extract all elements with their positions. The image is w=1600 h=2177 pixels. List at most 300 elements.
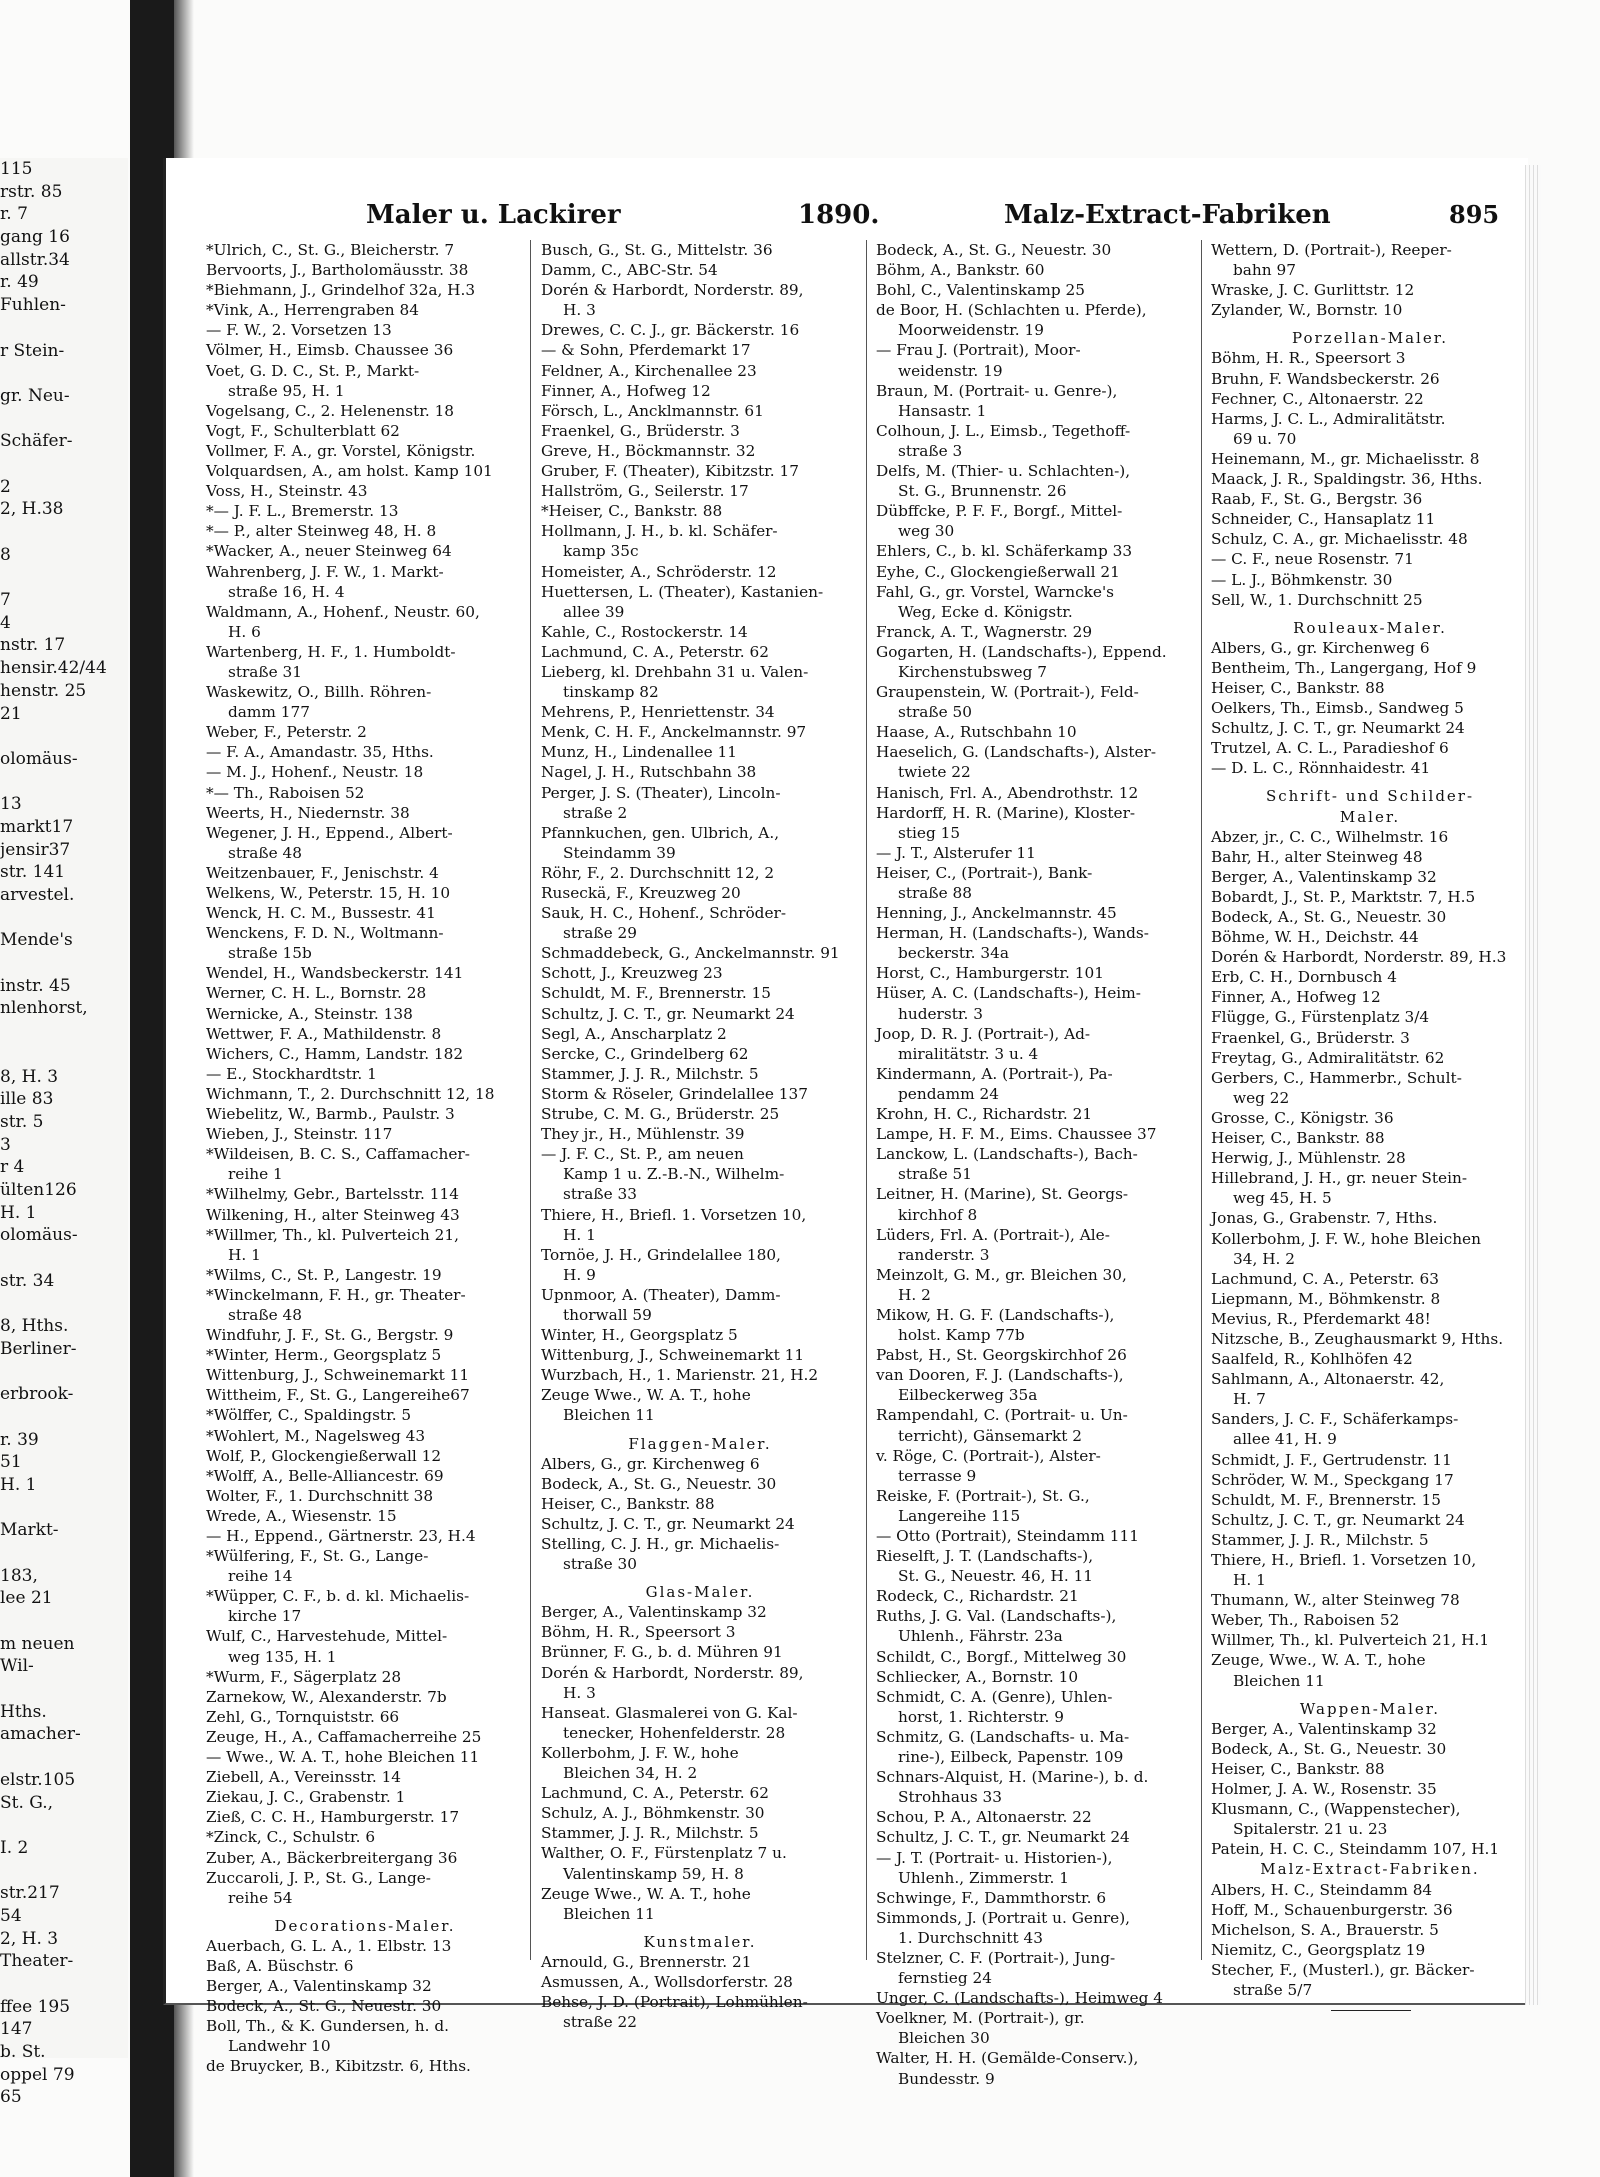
directory-entry: Weber, F., Peterstr. 2 — [206, 723, 367, 742]
directory-entry: Erb, C. H., Dornbusch 4 — [1211, 968, 1397, 987]
left-page-line: gang 16 — [0, 227, 70, 248]
directory-entry: Wettwer, F. A., Mathildenstr. 8 — [206, 1024, 442, 1043]
directory-entry: Klusmann, C., (Wappenstecher), — [1211, 1800, 1461, 1819]
directory-entry: straße 51 — [898, 1165, 973, 1184]
left-page-line — [0, 771, 128, 794]
left-page-line: str. 141 — [0, 862, 66, 883]
directory-entry: allee 41, H. 9 — [1233, 1430, 1337, 1449]
directory-entry: Voet, G. D. C., St. P., Markt- — [206, 361, 420, 380]
directory-entry: Ruths, J. G. Val. (Landschafts-), — [876, 1607, 1117, 1626]
directory-entry: Bodeck, A., St. G., Neuestr. 30 — [541, 1474, 777, 1493]
left-page-line: 2, H. 3 — [0, 1928, 59, 1949]
directory-entry: Leitner, H. (Marine), St. Georgs- — [876, 1185, 1129, 1204]
directory-entry: Böhm, A., Bankstr. 60 — [876, 261, 1045, 280]
left-page-line — [0, 907, 128, 930]
directory-entry: *Wurm, F., Sägerplatz 28 — [206, 1667, 402, 1686]
directory-entry: straße 30 — [563, 1555, 638, 1574]
directory-entry: Bleichen 11 — [1233, 1671, 1325, 1690]
directory-entry: Wittenburg, J., Schweinemarkt 11 — [541, 1346, 805, 1365]
directory-entry: *Winter, Herm., Georgsplatz 5 — [206, 1346, 442, 1365]
left-page-line — [0, 1610, 128, 1633]
directory-entry: Dorén & Harbordt, Norderstr. 89, — [541, 281, 804, 300]
directory-entry: Huettersen, L. (Theater), Kastanien- — [541, 582, 824, 601]
directory-entry: horst, 1. Richterstr. 9 — [898, 1707, 1064, 1726]
column-2 — [541, 240, 859, 2032]
left-page-line: Fuhlen- — [0, 295, 66, 316]
section-heading: Wappen-Maler. — [1299, 1699, 1441, 1718]
left-page-line: r. 7 — [0, 204, 28, 225]
directory-entry: Stelling, C. J. H., gr. Michaelis- — [541, 1535, 780, 1553]
directory-entry: Lüders, Frl. A. (Portrait-), Ale- — [876, 1225, 1110, 1244]
directory-entry: Kollerbohm, J. F. W., hohe — [541, 1743, 739, 1762]
directory-entry: weg 22 — [1233, 1088, 1290, 1107]
left-page-line: lee 21 — [0, 1588, 53, 1609]
directory-entry: Abzer, jr., C. C., Wilhelmstr. 16 — [1211, 827, 1449, 846]
directory-entry: — & Sohn, Pferdemarkt 17 — [541, 341, 751, 360]
directory-entry: *— P., alter Steinweg 48, H. 8 — [206, 522, 437, 541]
directory-entry: *Wüpper, C. F., b. d. kl. Michaelis- — [206, 1587, 470, 1606]
left-page-line: 8, H. 3 — [0, 1066, 59, 1087]
left-page-line: gr. Neu- — [0, 385, 70, 406]
directory-entry: Tornöe, J. H., Grindelallee 180, — [541, 1245, 781, 1264]
directory-entry: Nagel, J. H., Rutschbahn 38 — [541, 763, 757, 782]
directory-entry: Schou, P. A., Altonaerstr. 22 — [876, 1808, 1092, 1827]
directory-entry: Schultz, J. C. T., gr. Neumarkt 24 — [541, 1514, 795, 1533]
directory-entry: Krohn, H. C., Richardstr. 21 — [876, 1105, 1093, 1124]
directory-entry: Horst, C., Hamburgerstr. 101 — [876, 964, 1104, 983]
section-gap — [1211, 320, 1529, 328]
directory-entry: Baß, A. Büschstr. 6 — [206, 1956, 354, 1975]
directory-entry: Hanseat. Glasmalerei von G. Kal- — [541, 1703, 798, 1722]
left-page-line: Berliner- — [0, 1338, 77, 1359]
section-heading: Maler. — [1339, 807, 1401, 826]
left-page-line: m neuen — [0, 1633, 75, 1654]
directory-entry: Zeuge, Wwe., W. A. T., hohe — [1211, 1651, 1426, 1670]
directory-entry: Walther, O. F., Fürstenplatz 7 u. — [541, 1844, 787, 1863]
left-page-line: 2 — [0, 476, 11, 497]
left-page-line: I. 2 — [0, 1837, 29, 1858]
directory-entry: twiete 22 — [898, 763, 971, 782]
left-page-line: r 4 — [0, 1157, 25, 1178]
directory-entry: — J. T., Alsterufer 11 — [876, 843, 1036, 862]
directory-entry: Kirchenstubsweg 7 — [898, 662, 1047, 681]
directory-entry: *Wacker, A., neuer Steinweg 64 — [206, 542, 452, 561]
left-page-line: r Stein- — [0, 340, 65, 361]
directory-entry: weg 30 — [898, 522, 955, 541]
left-page-line — [0, 1406, 128, 1429]
directory-entry: Ehlers, C., b. kl. Schäferkamp 33 — [876, 542, 1133, 561]
directory-entry: St. G., Neuestr. 46, H. 11 — [898, 1567, 1094, 1586]
left-page-line: markt17 — [0, 816, 74, 837]
directory-entry: Kamp 1 u. Z.-B.-N., Wilhelm- — [563, 1165, 785, 1184]
left-page-line: H. 1 — [0, 1474, 37, 1495]
directory-entry: Auerbach, G. L. A., 1. Elbstr. 13 — [206, 1936, 452, 1955]
directory-entry: Zeuge, H., A., Caffamacherreihe 25 — [206, 1727, 482, 1746]
section-heading: Porzellan-Maler. — [1292, 329, 1448, 348]
directory-entry: H. 6 — [228, 622, 261, 641]
left-page-line: ffee 195 — [0, 1996, 71, 2017]
directory-entry: straße 50 — [898, 703, 973, 722]
directory-entry: Nitzsche, B., Zeughausmarkt 9, Hths. — [1211, 1329, 1504, 1348]
directory-entry: Steindamm 39 — [563, 843, 676, 862]
directory-entry: Holmer, J. A. W., Rosenstr. 35 — [1211, 1780, 1437, 1799]
directory-entry: Schröder, W. M., Speckgang 17 — [1211, 1470, 1454, 1489]
directory-entry: straße 29 — [563, 924, 638, 943]
directory-entry: Wulf, C., Harvestehude, Mittel- — [206, 1627, 448, 1646]
left-page-line: olomäus- — [0, 748, 78, 769]
directory-entry: Wartenberg, H. F., 1. Humboldt- — [206, 642, 456, 661]
left-page-line: Schäfer- — [0, 431, 73, 452]
directory-entry: Schulz, C. A., gr. Michaelisstr. 48 — [1211, 530, 1468, 549]
directory-entry: rine-), Eilbeck, Papenstr. 109 — [898, 1748, 1124, 1767]
left-page-line: 147 — [0, 2019, 33, 2040]
directory-entry: Werner, C. H. L., Bornstr. 28 — [206, 984, 427, 1003]
directory-entry: *Wölffer, C., Spaldingstr. 5 — [206, 1406, 412, 1425]
directory-entry: Heinemann, M., gr. Michaelisstr. 8 — [1211, 449, 1480, 468]
directory-entry: Fraenkel, G., Brüderstr. 3 — [541, 421, 740, 440]
left-page-line: henstr. 25 — [0, 680, 87, 701]
directory-entry: Schmitz, G. (Landschafts- u. Ma- — [876, 1727, 1130, 1746]
directory-entry: straße 2 — [563, 803, 628, 822]
directory-entry: — M. J., Hohenf., Neustr. 18 — [206, 763, 424, 782]
directory-entry: Bleichen 11 — [563, 1904, 655, 1923]
directory-entry: Wernicke, A., Steinstr. 138 — [206, 1004, 413, 1023]
directory-entry: Reiske, F. (Portrait-), St. G., — [876, 1486, 1090, 1505]
directory-entry: Thiere, H., Briefl. 1. Vorsetzen 10, — [1211, 1551, 1477, 1569]
directory-entry: Simmonds, J. (Portrait u. Genre), — [876, 1908, 1131, 1927]
directory-entry: Fraenkel, G., Brüderstr. 3 — [1211, 1028, 1410, 1047]
directory-entry: straße 48 — [228, 843, 303, 862]
directory-entry: Schott, J., Kreuzweg 23 — [541, 964, 723, 983]
directory-entry: — Otto (Portrait), Steindamm 111 — [876, 1527, 1139, 1545]
directory-entry: — Frau J. (Portrait), Moor- — [876, 341, 1081, 360]
directory-entry: Greve, H., Böckmannstr. 32 — [541, 441, 756, 460]
directory-entry: Jonas, G., Grabenstr. 7, Hths. — [1211, 1209, 1438, 1228]
directory-entry: Franck, A. T., Wagnerstr. 29 — [876, 622, 1093, 641]
end-rule — [1211, 2000, 1529, 2020]
directory-entry: Schwinge, F., Dammthorstr. 6 — [876, 1888, 1107, 1907]
directory-entry: Wieben, J., Steinstr. 117 — [206, 1125, 393, 1144]
directory-entry: Volquardsen, A., am holst. Kamp 101 — [206, 462, 493, 481]
directory-entry: Wenckens, F. D. N., Woltmann- — [206, 924, 444, 943]
left-page-line: 115 — [0, 159, 33, 179]
left-page-line: 7 — [0, 590, 11, 611]
directory-entry: Hallström, G., Seilerstr. 17 — [541, 482, 749, 501]
left-page-line: 54 — [0, 1905, 22, 1926]
directory-entry: *— J. F. L., Bremerstr. 13 — [206, 502, 399, 521]
section-gap — [541, 1426, 859, 1434]
directory-entry: Oelkers, Th., Eimsb., Sandweg 5 — [1211, 699, 1464, 718]
left-page-line: b. St. — [0, 2042, 46, 2063]
directory-entry: de Boor, H. (Schlachten u. Pferde), — [876, 301, 1147, 320]
directory-entry: H. 1 — [228, 1245, 261, 1264]
directory-entry: Segl, A., Anscharplatz 2 — [541, 1024, 727, 1043]
left-page-line: 13 — [0, 794, 22, 815]
directory-entry: Berger, A., Valentinskamp 32 — [1211, 1719, 1437, 1738]
directory-entry: Henning, J., Anckelmannstr. 45 — [876, 904, 1117, 923]
left-page-line — [0, 521, 128, 544]
directory-entry: Fechner, C., Altonaerstr. 22 — [1211, 389, 1424, 408]
directory-entry: straße 3 — [898, 441, 963, 460]
directory-entry: Eilbeckerweg 35a — [898, 1386, 1038, 1405]
directory-entry: Ziekau, J. C., Grabenstr. 1 — [206, 1788, 406, 1807]
directory-entry: H. 1 — [563, 1225, 596, 1244]
left-page-line: H. 1 — [0, 1202, 37, 1223]
directory-entry: holst. Kamp 77b — [898, 1326, 1025, 1345]
directory-entry: Uhlenh., Zimmerstr. 1 — [898, 1868, 1069, 1887]
directory-entry: Willmer, Th., kl. Pulverteich 21, H.1 — [1211, 1631, 1490, 1650]
directory-entry: — J. F. C., St. P., am neuen — [541, 1145, 744, 1164]
directory-entry: Sauk, H. C., Hohenf., Schröder- — [541, 904, 787, 923]
directory-entry: Zeuge Wwe., W. A. T., hohe — [541, 1884, 751, 1903]
directory-entry: Röhr, F., 2. Durchschnitt 12, 2 — [541, 863, 775, 882]
directory-entry: Patein, H. C. C., Steindamm 107, H.1 — [1211, 1840, 1500, 1859]
directory-entry: Michelson, S. A., Brauerstr. 5 — [1211, 1920, 1439, 1939]
directory-entry: Thiere, H., Briefl. 1. Vorsetzen 10, — [541, 1205, 807, 1224]
left-page-line: 65 — [0, 2087, 22, 2108]
left-page-line: str. 34 — [0, 1270, 55, 1291]
left-page-line — [0, 1292, 128, 1315]
directory-entry: — C. F., neue Rosenstr. 71 — [1211, 550, 1414, 569]
directory-entry: Homeister, A., Schröderstr. 12 — [541, 562, 777, 581]
directory-entry: Weg, Ecke d. Königstr. — [898, 602, 1073, 621]
left-page-line — [0, 1360, 128, 1383]
directory-entry: Graupenstein, W. (Portrait-), Feld- — [876, 683, 1139, 702]
directory-entry: *Biehmann, J., Grindelhof 32a, H.3 — [206, 281, 476, 300]
directory-entry: Dorén & Harbordt, Norderstr. 89, — [541, 1663, 804, 1682]
directory-entry: *Zinck, C., Schulstr. 6 — [206, 1828, 376, 1847]
directory-entry: Mehrens, P., Henriettenstr. 34 — [541, 703, 775, 722]
left-page-line: 4 — [0, 612, 11, 633]
directory-entry: Schmaddebeck, G., Anckelmannstr. 91 — [541, 944, 840, 963]
directory-entry: Stelzner, C. F. (Portrait-), Jung- — [876, 1948, 1116, 1967]
directory-entry: Flügge, G., Fürstenplatz 3/4 — [1211, 1008, 1430, 1027]
directory-entry: Böhm, H. R., Speersort 3 — [541, 1623, 736, 1642]
directory-entry: weg 135, H. 1 — [228, 1647, 337, 1666]
directory-entry: Schultz, J. C. T., gr. Neumarkt 24 — [541, 1004, 795, 1023]
directory-entry: Munz, H., Lindenallee 11 — [541, 743, 738, 762]
directory-entry: — D. L. C., Rönnhaidestr. 41 — [1211, 759, 1431, 778]
directory-entry: Kahle, C., Rostockerstr. 14 — [541, 622, 748, 641]
directory-entry: H. 2 — [898, 1285, 931, 1304]
directory-entry: Albers, H. C., Steindamm 84 — [1211, 1880, 1433, 1899]
directory-entry: v. Röge, C. (Portrait-), Alster- — [876, 1446, 1101, 1465]
directory-entry: Zieß, C. C. H., Hamburgerstr. 17 — [206, 1808, 460, 1827]
directory-entry: Ziebell, A., Vereinsstr. 14 — [206, 1768, 402, 1787]
directory-entry: Hansastr. 1 — [898, 401, 987, 420]
directory-entry: Liepmann, M., Böhmkenstr. 8 — [1211, 1289, 1441, 1308]
left-page-line: Markt- — [0, 1520, 59, 1541]
section-gap — [206, 1908, 524, 1916]
directory-entry: Schulz, A. J., Böhmkenstr. 30 — [541, 1804, 765, 1823]
directory-entry: Albers, G., gr. Kirchenweg 6 — [1211, 638, 1430, 657]
directory-entry: H. 7 — [1233, 1390, 1266, 1409]
directory-entry: Völmer, H., Eimsb. Chaussee 36 — [206, 341, 454, 360]
directory-entry: Schultz, J. C. T., gr. Neumarkt 24 — [876, 1828, 1130, 1847]
directory-entry: weg 45, H. 5 — [1233, 1189, 1332, 1208]
section-gap — [1211, 1691, 1529, 1699]
directory-entry: kamp 35c — [563, 542, 639, 561]
left-page-line: jensir37 — [0, 839, 71, 860]
directory-entry: Voss, H., Steinstr. 43 — [206, 482, 368, 501]
directory-entry: Stecher, F., (Musterl.), gr. Bäcker- — [1211, 1960, 1475, 1979]
directory-entry: Wolter, F., 1. Durchschnitt 38 — [206, 1486, 434, 1505]
directory-entry: Braun, M. (Portrait- u. Genre-), — [876, 381, 1118, 400]
left-page-line — [0, 1247, 128, 1270]
directory-entry: Wiebelitz, W., Barmb., Paulstr. 3 — [206, 1105, 455, 1124]
directory-entry: *Wolff, A., Belle-Alliancestr. 69 — [206, 1466, 444, 1485]
directory-entry: Trutzel, A. C. L., Paradieshof 6 — [1211, 739, 1449, 758]
directory-entry: Schuldt, M. F., Brennerstr. 15 — [1211, 1490, 1442, 1509]
left-page-line — [0, 1043, 128, 1066]
directory-entry: Zuber, A., Bäckerbreitergang 36 — [206, 1848, 458, 1867]
directory-entry: terricht), Gänsemarkt 2 — [898, 1426, 1083, 1445]
directory-entry: straße 33 — [563, 1185, 638, 1204]
directory-entry: Haase, A., Rutschbahn 10 — [876, 723, 1077, 742]
left-page-line: 183, — [0, 1565, 38, 1586]
directory-entry: *Wülfering, F., St. G., Lange- — [206, 1547, 429, 1566]
left-page-line — [0, 1860, 128, 1883]
directory-entry: Menk, C. H. F., Anckelmannstr. 97 — [541, 723, 807, 742]
directory-entry: Berger, A., Valentinskamp 32 — [541, 1603, 767, 1622]
directory-entry: Joop, D. R. J. (Portrait-), Ad- — [876, 1024, 1091, 1043]
running-head-year: 1890. — [798, 200, 880, 230]
left-page-line: Hths. — [0, 1701, 47, 1722]
directory-entry: Wraske, J. C. Gurlittstr. 12 — [1211, 281, 1415, 300]
directory-entry: Weerts, H., Niedernstr. 38 — [206, 803, 410, 822]
directory-entry: Schneider, C., Hansaplatz 11 — [1211, 510, 1436, 529]
directory-entry: pendamm 24 — [898, 1084, 999, 1103]
left-page-line: St. G., — [0, 1792, 54, 1813]
directory-entry: Wichmann, T., 2. Durchschnitt 12, 18 — [206, 1084, 495, 1103]
directory-entry: Bodeck, A., St. G., Neuestr. 30 — [1211, 1739, 1447, 1758]
directory-entry: Winter, H., Georgsplatz 5 — [541, 1326, 738, 1345]
left-page-line: arvestel. — [0, 885, 75, 905]
left-page-line: str.217 — [0, 1883, 60, 1904]
directory-entry: Behse, J. D. (Portrait), Lohmühlen- — [541, 1993, 808, 2012]
directory-entry: 1. Durchschnitt 43 — [898, 1928, 1043, 1947]
directory-entry: Schuldt, M. F., Brennerstr. 15 — [541, 984, 772, 1003]
section-heading: Decorations-Maler. — [274, 1916, 456, 1935]
directory-entry: Bleichen 30 — [898, 2029, 990, 2048]
directory-entry: Böhme, W. H., Deichstr. 44 — [1211, 928, 1419, 947]
directory-entry: — J. T. (Portrait- u. Historien-), — [876, 1848, 1113, 1867]
running-head-left: Maler u. Lackirer — [366, 200, 621, 230]
section-heading: Malz-Extract-Fabriken. — [1260, 1860, 1480, 1879]
directory-entry: huderstr. 3 — [898, 1004, 983, 1023]
directory-entry: Haeselich, G. (Landschafts-), Alster- — [876, 743, 1157, 762]
directory-entry: Feldner, A., Kirchenallee 23 — [541, 361, 757, 380]
directory-entry: kirchhof 8 — [898, 1205, 978, 1224]
directory-entry: Dübffcke, P. F. F., Borgf., Mittel- — [876, 502, 1123, 521]
left-page-line: 8, Hths. — [0, 1316, 69, 1337]
directory-entry: tinskamp 82 — [563, 683, 659, 702]
directory-entry: Upnmoor, A. (Theater), Damm- — [541, 1285, 781, 1304]
directory-entry: Asmussen, A., Wollsdorferstr. 28 — [541, 1972, 793, 1991]
left-page-line — [0, 725, 128, 748]
column-divider — [530, 240, 531, 1960]
directory-entry: Unger, C. (Landschafts-), Heimweg 4 — [876, 1989, 1163, 2008]
directory-entry: bahn 97 — [1233, 261, 1296, 280]
directory-entry: Gruber, F. (Theater), Kibitzstr. 17 — [541, 462, 799, 481]
directory-entry: Valentinskamp 59, H. 8 — [563, 1864, 744, 1883]
directory-entry: Vogt, F., Schulterblatt 62 — [206, 421, 400, 440]
directory-entry: Mevius, R., Pferdemarkt 48! — [1211, 1309, 1431, 1328]
directory-entry: H. 3 — [563, 1683, 596, 1702]
directory-entry: Hüser, A. C. (Landschafts-), Heim- — [876, 984, 1141, 1003]
section-heading: Schrift- und Schilder- — [1265, 787, 1475, 806]
section-gap — [541, 1924, 859, 1932]
left-page-line: hensir.42/44 — [0, 658, 107, 679]
directory-entry: straße 31 — [228, 662, 303, 681]
directory-entry: Busch, G., St. G., Mittelstr. 36 — [541, 241, 773, 259]
directory-entry: Niemitz, C., Georgsplatz 19 — [1211, 1940, 1426, 1959]
column-4 — [1211, 240, 1529, 2020]
directory-entry: — E., Stockhardtstr. 1 — [206, 1064, 377, 1083]
directory-entry: Dorén & Harbordt, Norderstr. 89, H.3 — [1211, 948, 1507, 967]
directory-entry: Harms, J. C. L., Admiralitätstr. — [1211, 409, 1446, 428]
left-page-line: allstr.34 — [0, 249, 70, 270]
section-gap — [1211, 610, 1529, 618]
directory-entry: Vogelsang, C., 2. Helenenstr. 18 — [206, 401, 455, 420]
directory-entry: Welkens, W., Peterstr. 15, H. 10 — [206, 884, 451, 902]
directory-entry: — L. J., Böhmkenstr. 30 — [1211, 570, 1393, 589]
directory-entry: Bentheim, Th., Langergang, Hof 9 — [1211, 658, 1477, 677]
directory-entry: Sahlmann, A., Altonaerstr. 42, — [1211, 1370, 1445, 1389]
directory-entry: Colhoun, J. L., Eimsb., Tegethoff- — [876, 421, 1131, 440]
directory-entry: Gerbers, C., Hammerbr., Schult- — [1211, 1068, 1462, 1087]
left-page-line: amacher- — [0, 1724, 81, 1745]
directory-entry: H. 3 — [563, 301, 596, 320]
directory-entry: Sanders, J. C. F., Schäferkamps- — [1211, 1410, 1459, 1429]
left-page-line — [0, 1678, 128, 1701]
directory-entry: Wendel, H., Wandsbeckerstr. 141 — [206, 964, 464, 983]
directory-entry: Bodeck, A., St. G., Neuestr. 30 — [206, 1997, 442, 2016]
directory-entry: Pfannkuchen, gen. Ulbrich, A., — [541, 823, 780, 842]
directory-entry: Bruhn, F. Wandsbeckerstr. 26 — [1211, 369, 1440, 388]
directory-entry: *— Th., Raboisen 52 — [206, 783, 365, 802]
directory-entry: Voelkner, M. (Portrait-), gr. — [876, 2009, 1085, 2028]
directory-entry: Schmidt, C. A. (Genre), Uhlen- — [876, 1687, 1113, 1706]
directory-entry: Schultz, J. C. T., gr. Neumarkt 24 — [1211, 719, 1465, 738]
directory-entry: Bahr, H., alter Steinweg 48 — [1211, 847, 1423, 866]
section-gap — [1211, 778, 1529, 786]
directory-entry: Perger, J. S. (Theater), Lincoln- — [541, 783, 781, 802]
directory-entry: *Wilms, C., St. P., Langestr. 19 — [206, 1265, 442, 1284]
directory-entry: Vollmer, F. A., gr. Vorstel, Königstr. — [206, 441, 476, 460]
left-page-line — [0, 1973, 128, 1996]
directory-entry: Bleichen 34, H. 2 — [563, 1764, 698, 1783]
left-page-line: r. 49 — [0, 272, 39, 293]
directory-entry: kirche 17 — [228, 1607, 302, 1626]
directory-entry: Grosse, C., Königstr. 36 — [1211, 1108, 1394, 1127]
directory-entry: Rodeck, C., Richardstr. 21 — [876, 1587, 1079, 1606]
left-page-line — [0, 952, 128, 975]
left-page-line: Theater- — [0, 1951, 74, 1972]
directory-entry: Weber, Th., Raboisen 52 — [1211, 1611, 1400, 1630]
running-head-right: Malz-Extract-Fabriken — [1004, 200, 1331, 230]
directory-entry: Stammer, J. J. R., Milchstr. 5 — [1211, 1530, 1429, 1549]
directory-entry: straße 16, H. 4 — [228, 582, 345, 601]
directory-entry: thorwall 59 — [563, 1305, 652, 1324]
directory-entry: reihe 14 — [228, 1567, 293, 1586]
left-page-line: instr. 45 — [0, 975, 71, 996]
left-page-line — [0, 1020, 128, 1043]
directory-entry: Moorweidenstr. 19 — [898, 321, 1044, 340]
directory-entry: Bundesstr. 9 — [898, 2069, 995, 2088]
left-page-line: Wil- — [0, 1656, 34, 1677]
directory-entry: Stammer, J. J. R., Milchstr. 5 — [541, 1064, 759, 1083]
